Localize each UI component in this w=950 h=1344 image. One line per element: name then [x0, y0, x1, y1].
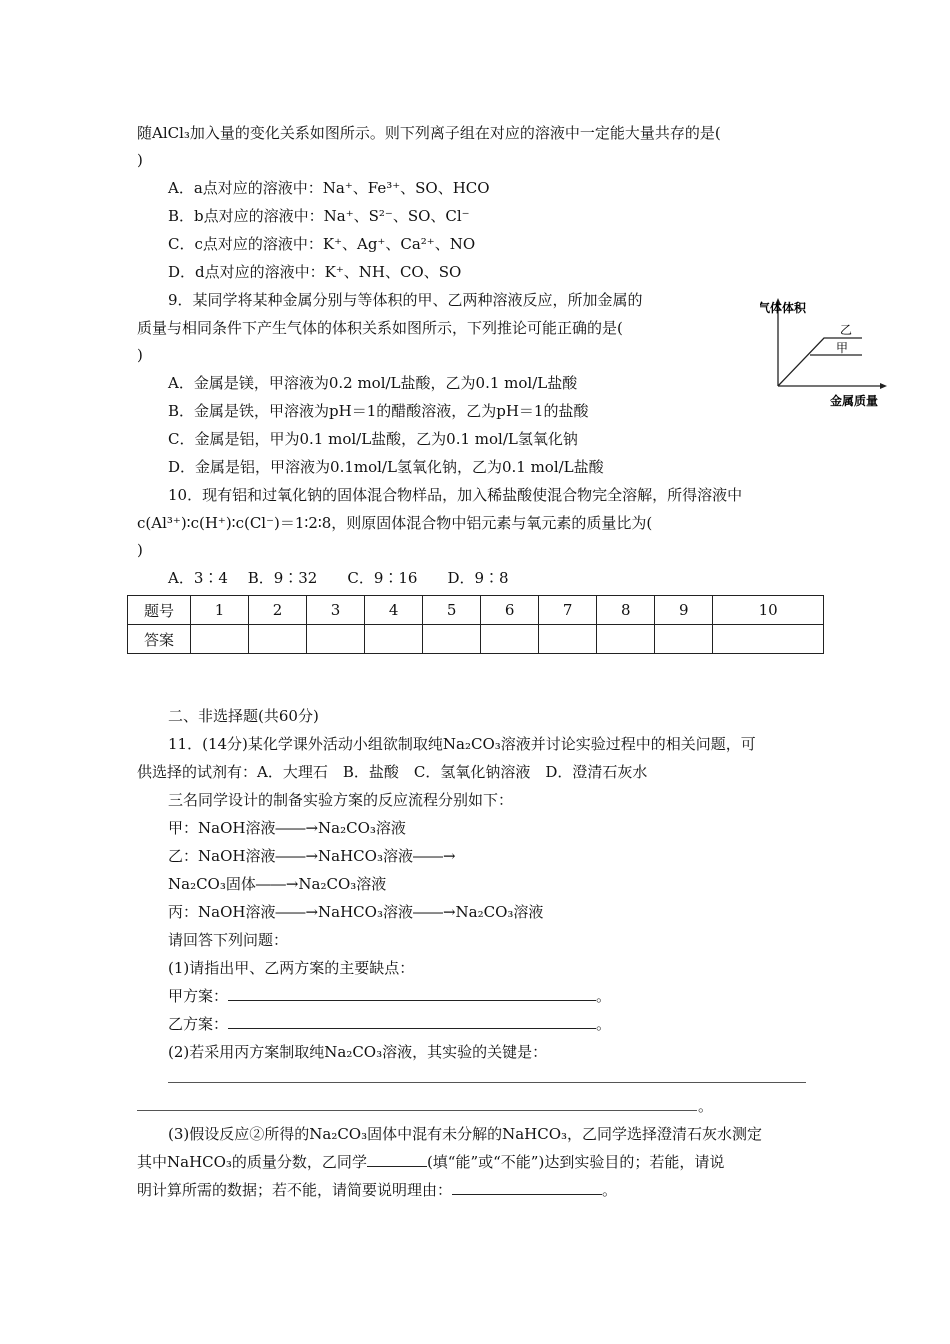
q9-option-c: C．金属是铝，甲为0.1 mol/L盐酸，乙为0.1 mol/L氢氧化钠 — [168, 430, 578, 448]
scheme-yi-line1: 乙：NaOH溶液――→NaHCO₃溶液――→ — [168, 847, 456, 865]
q9-option-a: A．金属是镁，甲溶液为0.2 mol/L盐酸，乙为0.1 mol/L盐酸 — [168, 374, 578, 392]
curve-yi — [778, 338, 862, 386]
part1-jia-answer-blank[interactable] — [228, 986, 596, 1001]
part1-yi-line — [168, 1014, 611, 1034]
question-number-cell: 6 — [481, 596, 539, 625]
q8-option-b: B．b点对应的溶液中：Na⁺、S²⁻、SO、Cl⁻ — [168, 207, 470, 225]
part1-yi-answer-blank[interactable] — [228, 1014, 596, 1029]
end-mark: 。 — [596, 1015, 612, 1033]
q8-option-c: C．c点对应的溶液中：K⁺、Ag⁺、Ca²⁺、NO — [168, 235, 476, 253]
q9-graph — [760, 290, 900, 415]
answer-prompt: 请回答下列问题： — [168, 931, 289, 949]
answer-table-header-row — [128, 596, 824, 625]
q9-stem-line2: 质量与相同条件下产生气体的体积关系如图所示，下列推论可能正确的是( — [137, 319, 623, 337]
answer-cell[interactable] — [365, 625, 423, 654]
question-number-header: 题号 — [128, 596, 191, 625]
q8-option-d: D．d点对应的溶液中：K⁺、NH、CO、SO — [168, 263, 462, 281]
legend-jia: 甲 — [836, 341, 849, 355]
x-axis-label: 金属质量 — [830, 394, 879, 408]
answer-cell[interactable] — [539, 625, 597, 654]
answer-cell[interactable] — [249, 625, 307, 654]
part2-answer-line2[interactable] — [137, 1110, 697, 1111]
part1-question: (1)请指出甲、乙两方案的主要缺点： — [168, 959, 415, 977]
answer-cell[interactable] — [597, 625, 655, 654]
answer-cell[interactable] — [481, 625, 539, 654]
scheme-bing: 丙：NaOH溶液――→NaHCO₃溶液――→Na₂CO₃溶液 — [168, 903, 544, 921]
part3-line2 — [137, 1152, 724, 1172]
q9-graph-svg — [760, 290, 900, 415]
q9-option-b: B．金属是铁，甲溶液为pH＝1的醋酸溶液，乙为pH＝1的盐酸 — [168, 402, 589, 420]
q8-option-a: A．a点对应的溶液中：Na⁺、Fe³⁺、SO、HCO — [168, 179, 490, 197]
answer-table-answer-row — [128, 625, 824, 654]
x-axis-arrow — [880, 383, 887, 389]
part3-line2-end: (填“能”或“不能”)达到实验目的；若能，请说 — [426, 1153, 725, 1171]
end-mark: 。 — [602, 1181, 618, 1199]
part2-answer-line1[interactable] — [168, 1082, 806, 1083]
answer-cell[interactable] — [423, 625, 481, 654]
part3-line1: (3)假设反应②所得的Na₂CO₃固体中混有未分解的NaHCO₃，乙同学选择澄清石灰水测定 — [168, 1125, 763, 1143]
part3-line3 — [137, 1180, 617, 1200]
q10-stem-line3: ) — [137, 541, 143, 559]
part1-jia-line — [168, 986, 611, 1006]
part1-yi-label: 乙方案： — [168, 1015, 229, 1033]
answer-cell[interactable] — [307, 625, 365, 654]
question-number-cell: 4 — [365, 596, 423, 625]
part1-jia-label: 甲方案： — [168, 987, 229, 1005]
answer-cell[interactable] — [191, 625, 249, 654]
question-number-cell: 9 — [655, 596, 713, 625]
part2-question: (2)若采用丙方案制取纯Na₂CO₃溶液，其实验的关键是： — [168, 1043, 548, 1061]
q10-stem-line2: c(Al³⁺)∶c(H⁺)∶c(Cl⁻)＝1∶2∶8，则原固体混合物中铝元素与氧元素的质量比为( — [137, 514, 653, 532]
answer-table — [127, 595, 824, 654]
y-axis-label: 气体体积 — [760, 301, 807, 315]
question-number-cell: 3 — [307, 596, 365, 625]
part3-line2-start: 其中NaHCO₃的质量分数，乙同学 — [137, 1153, 367, 1171]
q9-stem-line1: 9．某同学将某种金属分别与等体积的甲、乙两种溶液反应，所加金属的 — [168, 291, 643, 309]
part3-can-cannot-blank[interactable] — [367, 1152, 427, 1167]
part3-line3-text: 明计算所需的数据；若不能，请简要说明理由： — [137, 1181, 453, 1199]
q9-stem-line3: ) — [137, 346, 143, 364]
q10-stem-line1: 10．现有铝和过氧化钠的固体混合物样品，加入稀盐酸使混合物完全溶解，所得溶液中 — [168, 486, 743, 504]
q9-option-d: D．金属是铝，甲溶液为0.1mol/L氢氧化钠，乙为0.1 mol/L盐酸 — [168, 458, 604, 476]
question-number-cell: 8 — [597, 596, 655, 625]
answer-header: 答案 — [128, 625, 191, 654]
question-number-cell: 2 — [249, 596, 307, 625]
q8-stem-line1: 随AlCl₃加入量的变化关系如图所示。则下列离子组在对应的溶液中一定能大量共存的是( — [137, 124, 721, 142]
part3-reason-blank[interactable] — [452, 1180, 602, 1195]
q11-stem-line1: 11．(14分)某化学课外活动小组欲制取纯Na₂CO₃溶液并讨论实验过程中的相关问题，可 — [168, 735, 756, 753]
end-mark: 。 — [596, 987, 612, 1005]
question-number-cell: 1 — [191, 596, 249, 625]
q10-options: A．3∶4 B．9∶32 C．9∶16 D．9∶8 — [168, 569, 509, 587]
question-number-cell: 10 — [713, 596, 824, 625]
answer-cell[interactable] — [713, 625, 824, 654]
section2-title: 二、非选择题(共60分) — [168, 707, 319, 725]
q8-stem-line2: ) — [137, 151, 143, 169]
question-number-cell: 7 — [539, 596, 597, 625]
answer-cell[interactable] — [655, 625, 713, 654]
scheme-yi-line2: Na₂CO₃固体――→Na₂CO₃溶液 — [168, 875, 387, 893]
q11-intro: 三名同学设计的制备实验方案的反应流程分别如下： — [168, 791, 514, 809]
end-mark: 。 — [698, 1097, 714, 1115]
q11-stem-line2: 供选择的试剂有：A．大理石 B．盐酸 C．氢氧化钠溶液 D．澄清石灰水 — [137, 763, 648, 781]
legend-yi: 乙 — [840, 323, 853, 337]
scheme-jia: 甲：NaOH溶液――→Na₂CO₃溶液 — [168, 819, 406, 837]
question-number-cell: 5 — [423, 596, 481, 625]
